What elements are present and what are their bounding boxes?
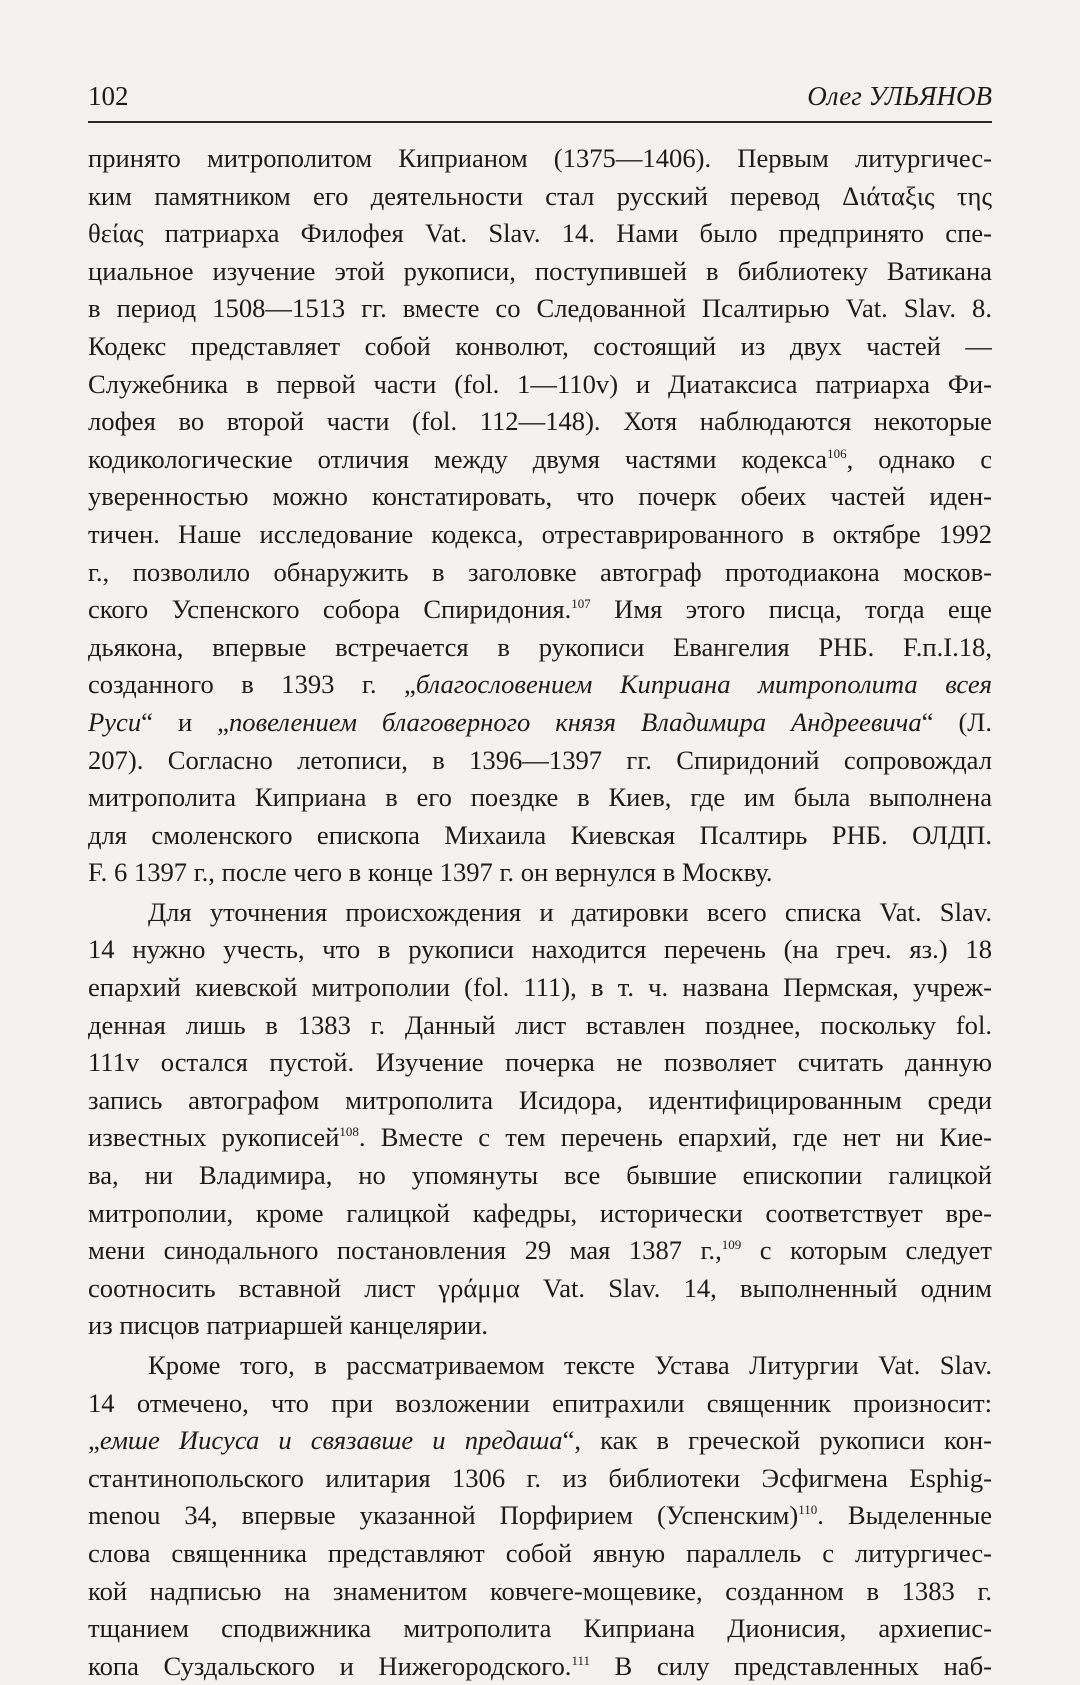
text-line xyxy=(88,1497,992,1535)
footnote-marker: 107 xyxy=(571,596,591,612)
text-run: из писцов патриаршей канцелярии. xyxy=(88,1310,488,1341)
text-run: уверенностью можно констатировать, что почерк обеих частей иден- xyxy=(88,481,992,512)
text-run: в период 1508—1513 гг. вместе со Следованной Псалтирью Vat. Slav. 8. xyxy=(88,293,992,324)
text-run: ва, ни Владимира, но упомянуты все бывшие епископии галицкой xyxy=(88,1160,992,1191)
text-run: Кроме того, в рассматриваемом тексте Устава Литургии Vat. Slav. xyxy=(148,1350,992,1380)
text-line xyxy=(88,253,992,291)
text-run: “, как в греческой рукописи кон- xyxy=(562,1425,992,1456)
text-line xyxy=(88,441,992,479)
text-run: тичен. Наше исследование кодекса, отреставрированного в октябре 1992 xyxy=(88,518,992,549)
text-line xyxy=(88,1460,992,1498)
text-run: стантинопольского илитария 1306 г. из библиотеки Эсфигмена Esphig- xyxy=(88,1462,992,1493)
text-run: Служебника в первой части (fol. 1—110v) и Диатаксиса патриарха Фи- xyxy=(88,368,992,399)
footnote-marker: 106 xyxy=(827,445,847,461)
text-run: кой надписью на знаменитом ковчеге-мощевике, созданном в 1383 г. xyxy=(88,1575,992,1606)
text-line xyxy=(88,629,992,667)
text-run: дьякона, впервые встречается в рукописи Евангелия РНБ. F.п.I.18, xyxy=(88,631,992,662)
text-run: Для уточнения происхождения и датировки всего списка Vat. Slav. xyxy=(148,896,992,927)
text-run: митрополита Киприана в его поездке в Киев, где им была выполнена xyxy=(88,782,992,813)
text-line xyxy=(88,1157,992,1195)
text-line xyxy=(88,779,992,817)
text-run: . Вместе с тем перечень епархий, где нет ни Кие- xyxy=(358,1122,992,1153)
text-run: 14 нужно учесть, что в рукописи находится перечень (на греч. яз.) 18 xyxy=(88,934,992,965)
text-run: известных рукописей xyxy=(88,1122,340,1153)
text-line xyxy=(88,817,992,855)
text-line xyxy=(88,403,992,441)
text-line xyxy=(88,1648,992,1685)
text-run: “ и „ xyxy=(141,706,229,737)
text-run: θείας патриарха Филофея Vat. Slav. 14. Нами было предпринято спе- xyxy=(88,218,992,249)
text-line xyxy=(88,854,992,892)
text-run: „ xyxy=(88,1425,100,1456)
text-run: г., позволило обнаружить в заголовке автограф протодиакона москов- xyxy=(88,556,992,587)
text-run: Имя этого писца, тогда еще xyxy=(590,594,992,625)
text-line xyxy=(88,1347,992,1385)
italic-quote: емше Иисуса и связавше и предаша xyxy=(99,1425,563,1456)
italic-quote: благословением Киприана митрополита всея xyxy=(415,669,992,700)
text-line xyxy=(88,1573,992,1611)
text-run: мени синодального постановления 29 мая 1387 г., xyxy=(88,1235,722,1266)
text-line xyxy=(88,178,992,216)
text-run: В силу представленных наб- xyxy=(589,1650,992,1681)
text-line xyxy=(88,140,992,178)
text-run: 14 отмечено, что при возложении епитрахили священник произносит: xyxy=(88,1387,992,1418)
text-run: . Выделенные xyxy=(817,1500,992,1531)
text-line xyxy=(88,1610,992,1648)
text-line xyxy=(88,1535,992,1573)
text-line xyxy=(88,1119,992,1157)
text-run: ким памятником его деятельности стал русский перевод Διάταξις της xyxy=(88,180,992,211)
text-line xyxy=(88,1082,992,1120)
text-run: митрополии, кроме галицкой кафедры, исторически соответствует вре- xyxy=(88,1197,992,1228)
running-title: Олег УЛЬЯНОВ xyxy=(807,81,992,111)
text-run: 111v остался пустой. Изучение почерка не позволяет считать данную xyxy=(88,1047,992,1078)
text-line xyxy=(88,1232,992,1270)
text-line xyxy=(88,591,992,629)
text-line xyxy=(88,742,992,780)
text-run: Кодекс представляет собой конволют, состоящий из двух частей — xyxy=(88,330,992,361)
text-run: слова священника представляют собой явную параллель с литургичес- xyxy=(88,1537,992,1568)
text-run: циальное изучение этой рукописи, поступившей в библиотеку Ватикана xyxy=(88,255,992,286)
text-run: копа Суздальского и Нижегородского. xyxy=(88,1650,572,1681)
text-line xyxy=(88,969,992,1007)
text-line xyxy=(88,704,992,742)
footnote-marker: 108 xyxy=(339,1124,359,1140)
footnote-marker: 109 xyxy=(721,1237,742,1253)
text-line xyxy=(88,290,992,328)
text-line xyxy=(88,1270,992,1308)
header-rule xyxy=(88,121,992,123)
text-run: епархий киевской митрополии (fol. 111), в т. ч. названа Пермская, учреж- xyxy=(88,972,992,1003)
text-run: , однако с xyxy=(846,443,992,474)
text-line xyxy=(88,328,992,366)
text-line xyxy=(88,1422,992,1460)
text-run: ского Успенского собора Спиридония. xyxy=(88,594,572,625)
italic-quote: Руси xyxy=(88,706,142,737)
text-run: запись автографом митрополита Исидора, идентифицированным среди xyxy=(88,1084,992,1115)
text-line xyxy=(88,1044,992,1082)
text-run: menou 34, впервые указанной Порфирием (Успенским) xyxy=(88,1500,799,1531)
text-line xyxy=(88,554,992,592)
text-run: кодикологические отличия между двумя частями кодекса xyxy=(88,443,828,474)
text-line xyxy=(88,894,992,932)
text-run: с которым следует xyxy=(741,1235,992,1266)
text-line xyxy=(88,666,992,704)
text-run: принято митрополитом Киприаном (1375—1406). Первым литургичес- xyxy=(88,143,992,173)
text-line xyxy=(88,1385,992,1423)
text-line xyxy=(88,1007,992,1045)
footnote-marker: 110 xyxy=(798,1502,818,1518)
page-number: 102 xyxy=(88,81,129,111)
text-run: лофея во второй части (fol. 112—148). Хотя наблюдаются некоторые xyxy=(88,406,992,437)
text-line xyxy=(88,1195,992,1233)
text-run: соотносить вставной лист γράμμα Vat. Slav. 14, выполненный одним xyxy=(88,1272,992,1303)
text-run: F. 6 1397 г., после чего в конце 1397 г. он вернулся в Москву. xyxy=(88,857,773,888)
text-run: тщанием сподвижника митрополита Киприана Дионисия, архиепис- xyxy=(88,1613,992,1644)
italic-quote: повелением благоверного князя Владимира Андреевича xyxy=(228,706,922,737)
page-header xyxy=(88,78,992,118)
text-line xyxy=(88,931,992,969)
footnote-marker: 111 xyxy=(571,1652,590,1668)
body-text xyxy=(88,140,992,1685)
text-run: созданного в 1393 г. „ xyxy=(88,669,416,700)
text-line xyxy=(88,516,992,554)
text-run: для смоленского епископа Михаила Киевская Псалтирь РНБ. ОЛДП. xyxy=(88,819,992,850)
text-line xyxy=(88,366,992,404)
text-line xyxy=(88,1307,992,1345)
text-run: денная лишь в 1383 г. Данный лист вставлен позднее, поскольку fol. xyxy=(88,1009,992,1040)
text-line xyxy=(88,215,992,253)
text-run: “ (Л. xyxy=(921,706,992,737)
text-run: 207). Согласно летописи, в 1396—1397 гг. Спиридоний сопровождал xyxy=(88,744,992,775)
text-line xyxy=(88,478,992,516)
